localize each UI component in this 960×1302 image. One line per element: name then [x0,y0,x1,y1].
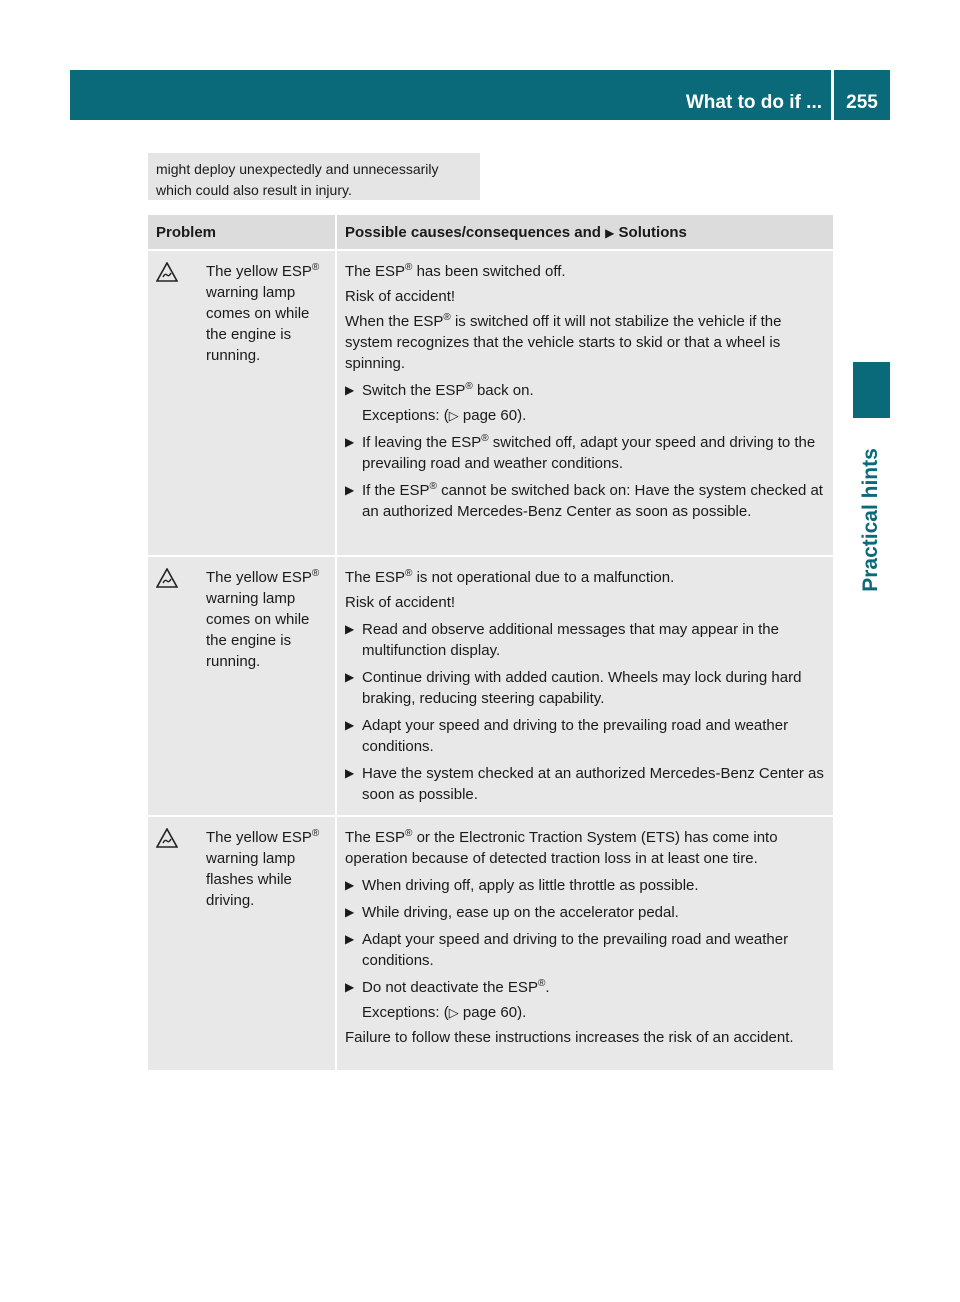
ref-pre: Exceptions: ( [362,1004,449,1021]
registered-mark: ® [405,262,413,273]
solution-step [345,763,829,805]
solution-step [345,929,829,971]
section-title: What to do if ... [685,92,822,113]
warning-continuation [148,153,480,200]
warning-line-1: might deploy unexpectedly and unnecessarily [156,161,439,177]
step-text: Continue driving with added caution. Wheels may lock during hard braking, reducing steering capability. [362,669,802,707]
problem-line: comes on while [206,305,310,322]
problem-line: warning lamp [206,284,296,301]
problem-line: driving. [206,892,255,909]
cause-text: or the Electronic Traction System (ETS) has come into operation because of detected traction loss in at least one tire. [345,829,778,867]
step-pre: Switch the ESP [362,382,466,399]
step-arrow-icon: ▶ [345,718,355,732]
step-arrow-icon: ▶ [345,905,355,919]
pointer-icon: ▷ [448,408,459,423]
problem-line: running. [206,347,261,364]
risk-text: Risk of accident! [345,594,456,611]
side-tab-marker [853,362,890,418]
step-pre: If leaving the ESP [362,434,482,451]
step-arrow-icon: ▶ [345,766,355,780]
esp-prefix: The ESP [345,829,406,846]
registered-mark: ® [537,978,546,989]
table-row [148,816,833,1070]
registered-mark: ® [405,828,413,839]
step-arrow-icon: ▶ [345,383,355,397]
header-solutions-post: Solutions [618,223,687,241]
problem-line: The yellow ESP [206,569,312,586]
step-arrow-icon: ▶ [345,932,355,946]
registered-mark: ® [311,568,320,579]
detail-post: is switched off it will not stabilize the vehicle if the system recognizes that the vehicle starts to skid or that a wheel is spinning. [345,313,782,372]
problem-cell [148,816,336,1070]
step-text: While driving, ease up on the accelerator pedal. [362,904,679,921]
registered-mark: ® [405,568,413,579]
step-text: Have the system checked at an authorized Mercedes-Benz Center as soon as possible. [362,765,824,803]
ref-page: page 60). [462,1004,527,1021]
solution-step [345,480,829,522]
step-text: Read and observe additional messages that may appear in the multifunction display. [362,621,779,659]
warning-line-2: which could also result in injury. [156,182,352,198]
problem-line: flashes while [206,871,292,888]
esp-warning-lamp-icon [156,828,178,848]
step-arrow-icon: ▶ [345,670,355,684]
problem-cell [148,250,336,556]
problem-line: warning lamp [206,850,296,867]
step-arrow-icon: ▶ [345,980,355,994]
step-arrow-icon: ▶ [345,435,355,449]
page-reference [345,1002,829,1023]
solution-step [345,667,829,709]
solution-step [345,902,829,923]
problem-line: comes on while [206,611,310,628]
registered-mark: ® [465,381,473,392]
registered-mark: ® [311,828,320,839]
step-post: switched off, adapt your speed and driving to the prevailing road and weather conditions. [362,434,816,472]
solution-step [345,380,829,401]
step-text: When driving off, apply as little throttle as possible. [362,877,699,894]
solution-step [345,977,829,998]
problem-line: running. [206,653,261,670]
step-post: cannot be switched back on: Have the system checked at an authorized Mercedes-Benz Center as soon as possible. [362,482,823,520]
page-number: 255 [846,92,878,113]
problem-cell [148,556,336,816]
ref-pre: Exceptions: ( [362,407,449,424]
pointer-icon: ▷ [448,1005,459,1020]
esp-prefix: The ESP [345,569,406,586]
header-solutions-pre: Possible causes/consequences and [345,223,601,241]
step-arrow-icon: ▶ [345,622,355,636]
problem-line: warning lamp [206,590,296,607]
problem-table [148,215,833,1070]
step-post: . [545,979,550,996]
registered-mark: ® [481,433,489,444]
header-solutions [336,215,833,250]
step-pre: If the ESP [362,482,430,499]
esp-warning-lamp-icon [156,262,178,282]
page-reference [345,405,829,426]
step-arrow-icon: ▶ [605,225,615,240]
esp-prefix: The ESP [345,263,406,280]
step-text: Adapt your speed and driving to the prevailing road and weather conditions. [362,931,789,969]
solution-cell [336,250,833,556]
solution-step [345,432,829,474]
step-arrow-icon: ▶ [345,878,355,892]
problem-line: The yellow ESP [206,829,312,846]
ref-page: page 60). [462,407,527,424]
risk-text: Risk of accident! [345,288,456,305]
step-text: Adapt your speed and driving to the prevailing road and weather conditions. [362,717,789,755]
header-bar [70,70,890,120]
problem-line: The yellow ESP [206,263,312,280]
solution-step [345,619,829,661]
problem-line: the engine is [206,326,292,343]
problem-line: the engine is [206,632,292,649]
header-problem: Problem [148,215,336,250]
step-post: back on. [476,382,534,399]
footer-note: Failure to follow these instructions increases the risk of an accident. [345,1029,794,1046]
solution-cell [336,556,833,816]
esp-warning-lamp-icon [156,568,178,588]
registered-mark: ® [311,262,320,273]
solution-step [345,715,829,757]
solution-cell [336,816,833,1070]
detail-pre: When the ESP [345,313,444,330]
cause-text: has been switched off. [416,263,566,280]
cause-text: is not operational due to a malfunction. [416,569,675,586]
side-tab-label: Practical hints [859,448,882,592]
step-arrow-icon: ▶ [345,483,355,497]
step-pre: Do not deactivate the ESP [362,979,538,996]
registered-mark: ® [429,481,437,492]
registered-mark: ® [443,312,451,323]
table-row [148,556,833,816]
table-row [148,250,833,556]
solution-step [345,875,829,896]
table-header-row [148,215,833,250]
